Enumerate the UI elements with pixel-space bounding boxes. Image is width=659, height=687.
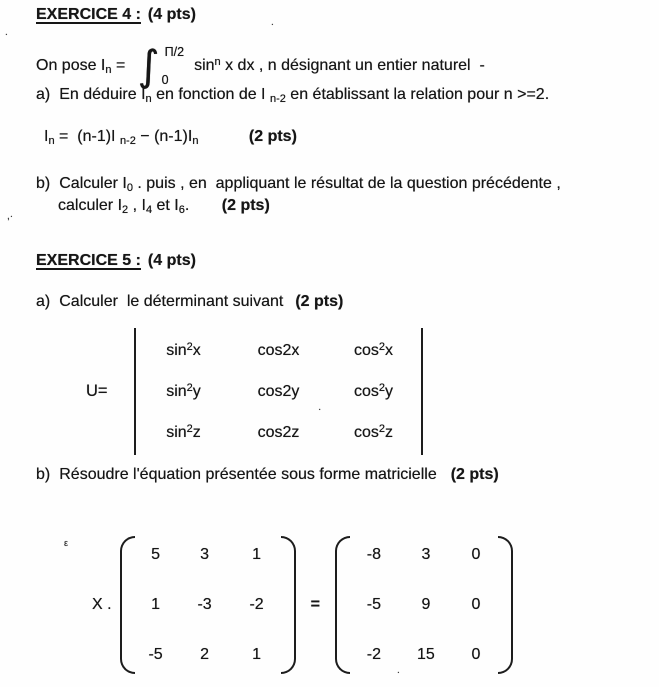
matrix-cell: 5 bbox=[151, 546, 161, 563]
right-matrix bbox=[335, 536, 513, 674]
matrix-cell: -5 bbox=[148, 646, 163, 663]
question-b-line1 bbox=[36, 173, 561, 195]
matrix-cell: 0 bbox=[471, 646, 481, 663]
scan-artifact: . bbox=[397, 665, 400, 676]
matrix-cell: 1 bbox=[151, 596, 161, 613]
matrix-equation-lhs: X . bbox=[92, 596, 112, 613]
matrix-row bbox=[136, 412, 421, 453]
matrix-cell bbox=[136, 383, 231, 401]
integral-definition-line bbox=[36, 42, 485, 90]
recurrence-relation-line bbox=[44, 128, 297, 146]
matrix-row bbox=[136, 546, 280, 564]
matrix-row bbox=[351, 546, 497, 564]
pose-suffix bbox=[194, 57, 485, 75]
matrix-cell bbox=[231, 342, 326, 360]
matrix-cell bbox=[136, 342, 231, 360]
exercise5-question-b bbox=[36, 466, 499, 484]
question-b-text1 bbox=[59, 173, 561, 195]
left-matrix bbox=[120, 536, 296, 674]
question-b-points: (2 pts) bbox=[221, 197, 270, 214]
matrix-row bbox=[136, 330, 421, 371]
matrix-cell: -2 bbox=[366, 646, 382, 663]
matrix-row bbox=[351, 646, 497, 664]
matrix-cell: -5 bbox=[366, 596, 382, 613]
matrix-row bbox=[136, 596, 280, 614]
exercise5-title: EXERCICE 5 : bbox=[36, 252, 141, 269]
text-segment: En déduire I bbox=[59, 86, 146, 103]
scan-artifact: . bbox=[5, 27, 8, 38]
text-segment: x dx , n désignant un entier naturel - bbox=[220, 57, 485, 74]
matrix-cell: -3 bbox=[197, 596, 212, 613]
text-segment: en fonction de I bbox=[151, 86, 270, 103]
text-segment: 2 bbox=[378, 340, 386, 353]
text-segment: I bbox=[44, 128, 49, 145]
text-segment: 4 bbox=[145, 204, 153, 216]
question-a-label: a) bbox=[36, 86, 51, 103]
integral-lower-limit: 0 bbox=[161, 73, 169, 87]
text-segment: 2 bbox=[122, 204, 129, 216]
text-segment: 2 bbox=[186, 340, 193, 353]
determinant-lhs: U= bbox=[86, 382, 108, 400]
exercise5-heading bbox=[36, 252, 196, 270]
text-segment: z bbox=[385, 423, 394, 441]
matrix-cell bbox=[326, 342, 421, 360]
matrix-cell: 2 bbox=[200, 646, 210, 663]
determinant-matrix bbox=[134, 328, 423, 455]
matrix-row bbox=[136, 646, 280, 664]
text-segment: z bbox=[192, 423, 201, 441]
question-b-text2 bbox=[58, 197, 189, 214]
text-segment: cos2y bbox=[257, 382, 300, 400]
matrix-cell bbox=[326, 424, 421, 442]
text-segment: n-2 bbox=[269, 93, 286, 105]
matrix-cell: -8 bbox=[366, 546, 382, 563]
exercise4-points: (4 pts) bbox=[147, 6, 196, 23]
exercise4-question-b bbox=[36, 173, 561, 217]
text-segment: y bbox=[385, 382, 394, 400]
text-segment: 6 bbox=[178, 204, 185, 216]
exercise5-b-text: Résoudre l'équation présentée sous forme matricielle bbox=[59, 466, 437, 483]
text-segment: . bbox=[184, 197, 190, 214]
text-segment: n bbox=[145, 93, 152, 105]
exercise4-question-a bbox=[36, 86, 549, 104]
matrix-cell: -2 bbox=[249, 596, 264, 613]
matrix-row bbox=[136, 371, 421, 412]
text-segment: Calculer I bbox=[59, 175, 127, 192]
exercise5-points: (4 pts) bbox=[147, 252, 196, 269]
equals-sign: = bbox=[310, 596, 320, 613]
text-segment: n bbox=[214, 56, 221, 68]
text-segment: cos bbox=[353, 382, 379, 400]
matrix-cell bbox=[136, 424, 231, 442]
matrix-cell: 15 bbox=[417, 646, 435, 663]
matrix-cell: 9 bbox=[421, 596, 431, 613]
scan-artifact: ,· bbox=[7, 211, 14, 222]
text-segment: x bbox=[385, 341, 394, 359]
text-segment: en établissant la relation pour n >=2. bbox=[285, 86, 550, 103]
exercise5-a-label: a) bbox=[36, 293, 51, 310]
matrix-cell: 1 bbox=[252, 646, 262, 663]
question-a-text bbox=[59, 86, 549, 104]
matrix-cell bbox=[231, 383, 326, 401]
relation-points: (2 pts) bbox=[248, 128, 297, 145]
text-segment: = bbox=[111, 57, 130, 74]
exercise5-question-a bbox=[36, 293, 343, 311]
exercise5-a-text: Calculer le déterminant suivant bbox=[59, 293, 284, 310]
matrix-cell: 1 bbox=[252, 546, 262, 563]
integral-limits bbox=[162, 43, 184, 89]
text-segment: = (n-1)I bbox=[54, 128, 120, 145]
matrix-cell bbox=[326, 383, 421, 401]
text-segment: 2 bbox=[378, 422, 386, 435]
scan-artifact: . bbox=[271, 17, 274, 28]
integral-upper-limit: Π/2 bbox=[164, 45, 185, 59]
text-segment: n bbox=[48, 135, 55, 147]
matrix-row bbox=[351, 596, 497, 614]
exercise4-title: EXERCICE 4 : bbox=[36, 6, 141, 23]
text-segment: y bbox=[192, 382, 201, 400]
text-segment: 2 bbox=[186, 381, 193, 394]
exercise4-heading bbox=[36, 6, 196, 24]
text-segment: On pose I bbox=[36, 57, 106, 74]
exercise5-b-points: (2 pts) bbox=[450, 466, 499, 483]
text-segment: et I bbox=[152, 197, 179, 214]
text-segment: 2 bbox=[186, 422, 193, 435]
exercise5-b-label: b) bbox=[36, 466, 51, 483]
pose-prefix bbox=[36, 57, 130, 75]
integral-icon: ∫ bbox=[137, 41, 160, 90]
text-segment: n bbox=[105, 64, 112, 76]
matrix-cell: 3 bbox=[200, 546, 210, 563]
question-b-label: b) bbox=[36, 175, 51, 192]
matrix-cell: 0 bbox=[471, 596, 481, 613]
text-segment: n-2 bbox=[119, 135, 136, 147]
text-segment: sin bbox=[166, 382, 187, 400]
matrix-cell: 3 bbox=[421, 546, 431, 563]
text-segment: sin bbox=[166, 423, 187, 441]
text-segment: . puis , en appliquant le résultat de la question précédente , bbox=[132, 175, 561, 192]
recurrence-relation bbox=[44, 128, 198, 145]
text-segment: cos bbox=[353, 341, 379, 359]
matrix-equation bbox=[92, 536, 513, 674]
text-segment: x bbox=[192, 341, 201, 359]
text-segment: 2 bbox=[378, 381, 386, 394]
determinant-block bbox=[86, 328, 423, 455]
text-segment: cos2z bbox=[257, 423, 300, 441]
scan-artifact: · bbox=[318, 404, 322, 415]
scan-artifact: ε bbox=[64, 538, 69, 548]
matrix-cell: 0 bbox=[471, 546, 481, 563]
matrix-cell bbox=[231, 424, 326, 442]
text-segment: calculer I bbox=[58, 197, 123, 214]
text-segment: cos2x bbox=[257, 341, 300, 359]
text-segment: , I bbox=[128, 197, 146, 214]
text-segment: sin bbox=[194, 57, 215, 74]
text-segment: 0 bbox=[126, 182, 133, 194]
text-segment: cos bbox=[353, 423, 379, 441]
text-segment: − (n-1)I bbox=[135, 128, 193, 145]
text-segment: n bbox=[192, 135, 199, 147]
text-segment: sin bbox=[166, 341, 187, 359]
question-b-line2 bbox=[36, 195, 561, 217]
exercise5-a-points: (2 pts) bbox=[295, 293, 344, 310]
